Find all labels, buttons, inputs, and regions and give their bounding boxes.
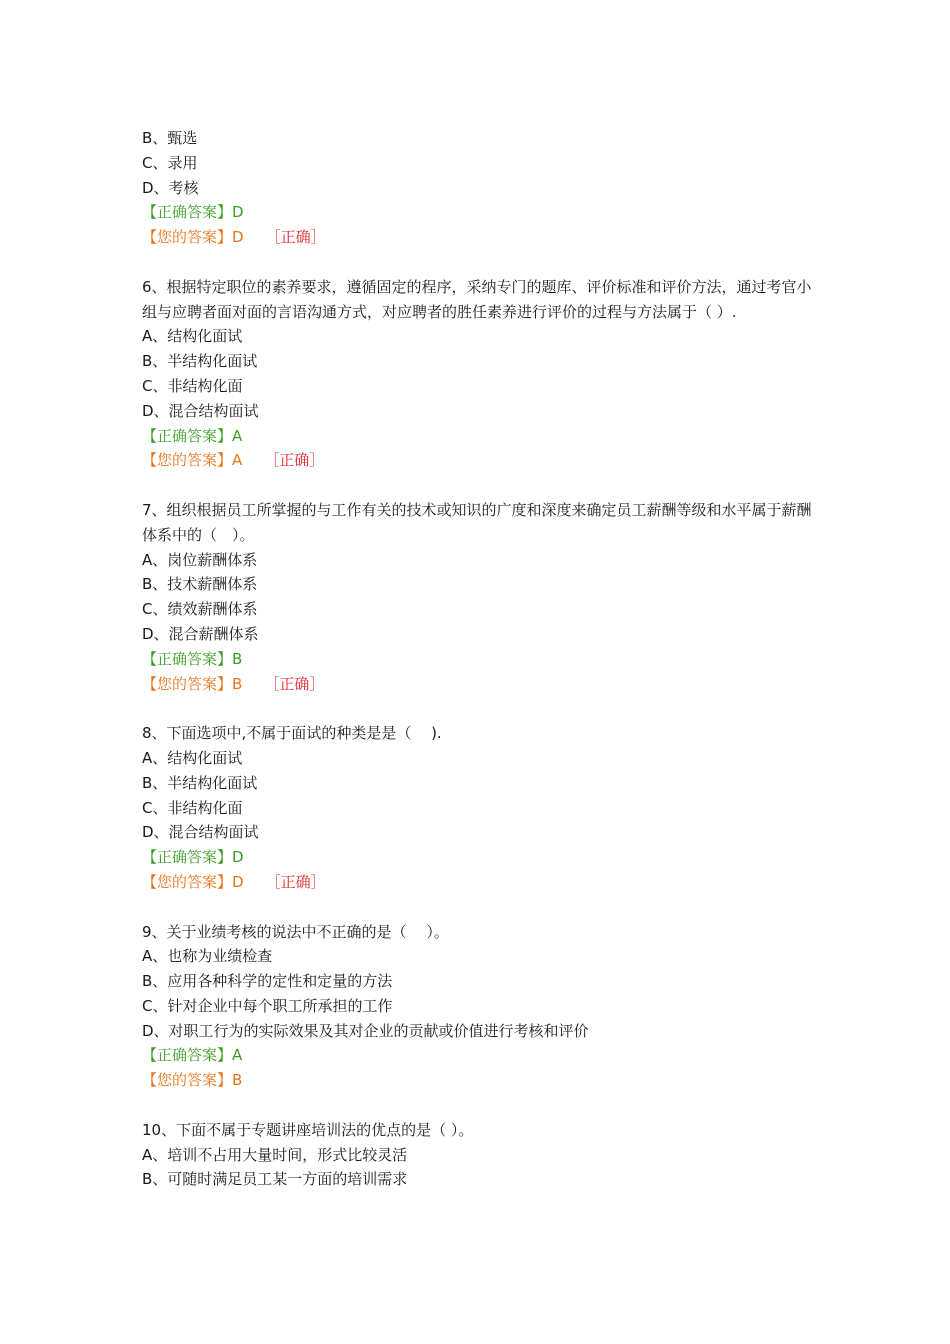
option: D、混合结构面试 bbox=[142, 823, 259, 842]
correct-answer-value: D bbox=[232, 848, 244, 867]
correct-answer-value: B bbox=[232, 649, 243, 668]
your-answer-value: B bbox=[232, 1071, 243, 1090]
your-answer-line bbox=[142, 672, 822, 697]
question-stem: 9、关于业绩考核的说法中不正确的是（ ）。 bbox=[142, 922, 449, 941]
question-5-partial bbox=[142, 126, 822, 250]
correct-answer-value: A bbox=[232, 426, 243, 445]
correct-answer-line bbox=[142, 845, 822, 870]
correct-answer-label: 【正确答案】 bbox=[142, 426, 233, 445]
correct-answer-line bbox=[142, 1043, 822, 1068]
question-7 bbox=[142, 498, 822, 696]
your-answer-label: 【您的答案】 bbox=[142, 674, 233, 693]
option: A、岗位薪酬体系 bbox=[142, 550, 258, 569]
your-answer-label: 【您的答案】 bbox=[142, 1071, 233, 1090]
correct-answer-label: 【正确答案】 bbox=[142, 1046, 233, 1065]
your-answer-label: 【您的答案】 bbox=[142, 228, 233, 247]
result-status: ［正确］ bbox=[265, 228, 326, 247]
option: C、非结构化面 bbox=[142, 376, 243, 395]
option: A、结构化面试 bbox=[142, 327, 243, 346]
correct-answer-line bbox=[142, 424, 822, 449]
your-answer-line bbox=[142, 225, 822, 250]
option: D、混合结构面试 bbox=[142, 401, 259, 420]
option: C、非结构化面 bbox=[142, 798, 243, 817]
option: B、可随时满足员工某一方面的培训需求 bbox=[142, 1170, 408, 1189]
question-stem: 8、下面选项中,不属于面试的种类是是（ ). bbox=[142, 724, 442, 743]
correct-answer-value: D bbox=[232, 203, 244, 222]
your-answer-line bbox=[142, 448, 822, 473]
correct-answer-line bbox=[142, 647, 822, 672]
correct-answer-line bbox=[142, 200, 822, 225]
option: D、考核 bbox=[142, 178, 199, 197]
option: B、半结构化面试 bbox=[142, 773, 258, 792]
result-status: ［正确］ bbox=[265, 872, 326, 891]
option: B、甄选 bbox=[142, 129, 198, 147]
correct-answer-label: 【正确答案】 bbox=[142, 649, 233, 668]
your-answer-value: D bbox=[232, 228, 244, 247]
question-10 bbox=[142, 1118, 822, 1192]
question-stem: 10、下面不属于专题讲座培训法的优点的是（ ）。 bbox=[142, 1120, 474, 1139]
your-answer-value: B bbox=[232, 674, 243, 693]
your-answer-value: A bbox=[232, 451, 243, 470]
your-answer-label: 【您的答案】 bbox=[142, 872, 233, 891]
option: B、技术薪酬体系 bbox=[142, 575, 258, 594]
question-8 bbox=[142, 721, 822, 895]
correct-answer-value: A bbox=[232, 1046, 243, 1065]
option: D、对职工行为的实际效果及其对企业的贡献或价值进行考核和评价 bbox=[142, 1021, 589, 1040]
option: C、录用 bbox=[142, 153, 198, 172]
your-answer-line bbox=[142, 870, 822, 895]
your-answer-value: D bbox=[232, 872, 244, 891]
question-9 bbox=[142, 920, 822, 1094]
option: A、培训不占用大量时间，形式比较灵活 bbox=[142, 1145, 408, 1164]
option: A、也称为业绩检查 bbox=[142, 947, 273, 966]
question-6 bbox=[142, 275, 822, 473]
correct-answer-label: 【正确答案】 bbox=[142, 203, 233, 222]
option: A、结构化面试 bbox=[142, 748, 243, 767]
option: B、半结构化面试 bbox=[142, 352, 258, 371]
option: C、绩效薪酬体系 bbox=[142, 600, 258, 619]
question-stem: 7、组织根据员工所掌握的与工作有关的技术或知识的广度和深度来确定员工薪酬等级和水平属于薪酬体系中的（ ）。 bbox=[142, 500, 812, 544]
result-status: ［正确］ bbox=[264, 674, 325, 693]
quiz-document bbox=[142, 126, 822, 1217]
correct-answer-label: 【正确答案】 bbox=[142, 848, 233, 867]
option: B、应用各种科学的定性和定量的方法 bbox=[142, 972, 393, 991]
option: C、针对企业中每个职工所承担的工作 bbox=[142, 996, 393, 1015]
question-stem: 6、根据特定职位的素养要求，遵循固定的程序，采纳专门的题库、评价标准和评价方法，通过考官小组与应聘者面对面的言语沟通方式，对应聘者的胜任素养进行评价的过程与方法属于（ ）. bbox=[142, 277, 812, 321]
your-answer-label: 【您的答案】 bbox=[142, 451, 233, 470]
option: D、混合薪酬体系 bbox=[142, 624, 259, 643]
your-answer-line bbox=[142, 1068, 822, 1093]
result-status: ［正确］ bbox=[264, 451, 325, 470]
